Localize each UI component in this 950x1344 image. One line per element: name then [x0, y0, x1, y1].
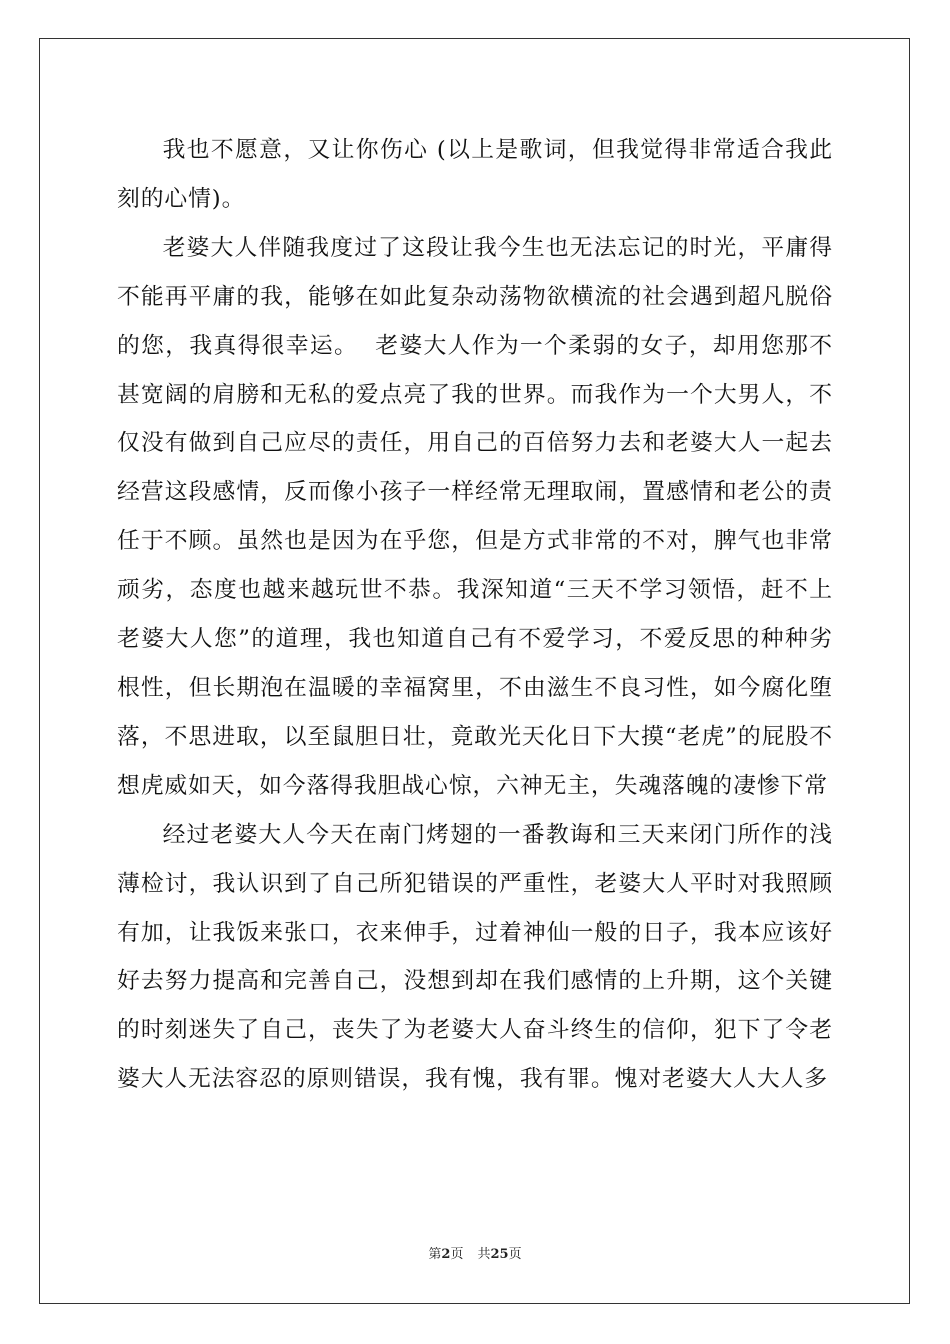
document-body — [117, 126, 833, 1104]
page-prefix: 第 — [428, 1247, 442, 1262]
paragraph-1: 我也不愿意，又让你伤心 (以上是歌词，但我觉得非常适合我此刻的心情)。 — [117, 137, 833, 212]
total-pages: 25 — [490, 1247, 509, 1262]
page-suffix: 页 — [450, 1247, 464, 1262]
paragraph-2: 老婆大人伴随我度过了这段让我今生也无法忘记的时光，平庸得不能再平庸的我，能够在如此复杂动荡物欲横流的社会遇到超凡脱俗的您，我真得很幸运。 老婆大人作为一个柔弱的女子，却用您那不甚宽阔的肩膀和无私的爱点亮了我的世界。而我作为一个大男人，不仅没有做到自己应尽的责任，用自己的百倍努力去和老婆大人一起去经营这段感情，反而像小孩子一样经常无理取闹，置感情和老公的责任于不顾。虽然也是因为在乎您，但是方式非常的不对，脾气也非常顽劣，态度也越来越玩世不恭。我深知道“三天不学习领悟，赶不上老婆大人您”的道理，我也知道自己有不爱学习，不爱反思的种种劣根性，但长期泡在温暖的幸福窝里，不由滋生不良习性，如今腐化堕落，不思进取，以至鼠胆日壮，竟敢光天化日下大摸“老虎”的屁股不想虎威如天，如今落得我胆战心惊，六神无主，失魂落魄的凄惨下常 — [117, 234, 833, 799]
page-footer — [0, 1246, 950, 1264]
total-suffix: 页 — [508, 1247, 522, 1262]
page-number: 2 — [441, 1247, 451, 1262]
total-prefix: 共 — [477, 1247, 491, 1262]
paragraph-3: 经过老婆大人今天在南门烤翅的一番教诲和三天来闭门所作的浅薄检讨，我认识到了自己所犯错误的严重性，老婆大人平时对我照顾有加，让我饭来张口，衣来伸手，过着神仙一般的日子，我本应该好好去努力提高和完善自己，没想到却在我们感情的上升期，这个关键的时刻迷失了自己，丧失了为老婆大人奋斗终生的信仰，犯下了令老婆大人无法容忍的原则错误，我有愧，我有罪。愧对老婆大人大人多 — [117, 821, 833, 1093]
